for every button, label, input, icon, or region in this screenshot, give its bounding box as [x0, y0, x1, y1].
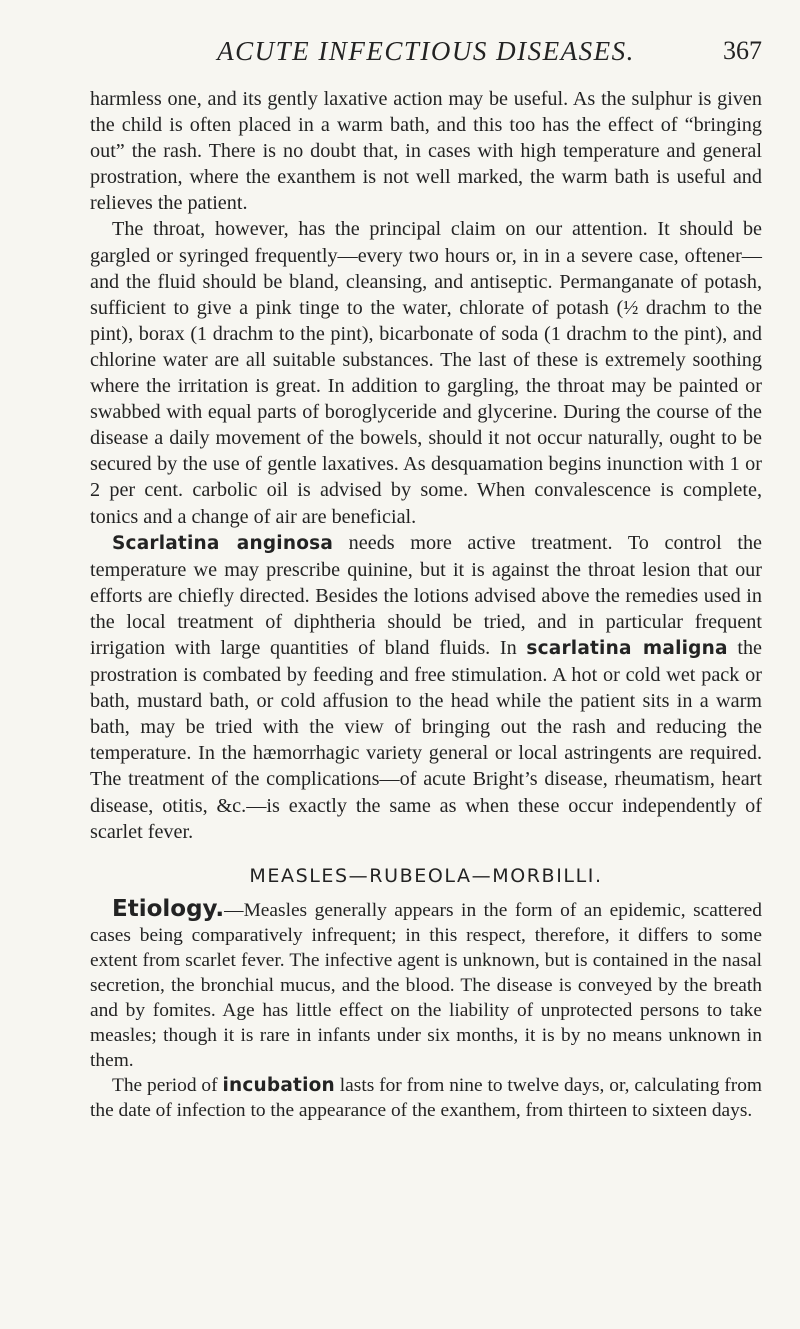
paragraph-text: the prostration is combated by feeding and free stimulation. A hot or cold wet pack or bath, mustard bath, or cold affusion to the head while the patient sits in a warm bath, may be tried with the view of bringing out the rash and reducing the temperature. In the hæmorrhagic variety general or local astringents are required. The treatment of the complications—of acute Bright’s disease, rheumatism, heart disease, otitis, &c.—is exactly the same as when these occur independently of scarlet fever.	[90, 636, 762, 843]
lead-etiology: Etiology.	[112, 895, 225, 922]
lead-incubation: incubation	[222, 1074, 335, 1096]
paragraph-incubation	[90, 1073, 762, 1123]
paragraph-text: needs more active treatment. To control the temperature we may prescribe quinine, but it is against the throat lesion that our efforts are chiefly directed. Besides the lotions advised above the remedies used in the local treatment of diphtheria should be tried, and in particular frequent irrigation with large quantities of bland fluids. In	[90, 531, 762, 659]
paragraph-throat: The throat, however, has the principal claim on our attention. It should be gargled or syringed frequently—every two hours or, in in a severe case, oftener—and the fluid should be bland, cleansing, and antiseptic. Permanganate of potash, sufficient to give a pink tinge to the water, chlorate of potash (½ drachm to the pint), borax (1 drachm to the pint), bicarbonate of soda (1 drachm to the pint), and chlorine water are all suitable substances. The last of these is extremely soothing where the irritation is great. In addition to gargling, the throat may be painted or swabbed with equal parts of boroglyceride and glycerine. During the course of the disease a daily movement of the bowels, should it not occur naturally, ought to be secured by the use of gentle laxatives. As desquamation begins inunction with 1 or 2 per cent. carbolic oil is advised by some. When convalescence is complete, tonics and a change of air are beneficial.	[90, 218, 762, 528]
paragraph-warm-bath: harmless one, and its gently laxative action may be useful. As the sulphur is given the child is often placed in a warm bath, and this too has the effect of “bringing out” the rash. There is no doubt that, in cases with high temperature and general prostration, where the exanthem is not well marked, the warm bath is useful and relieves the patient.	[90, 88, 762, 215]
paragraph-text: —Measles generally appears in the form of an epidemic, scattered cases being comparatively infrequent; in this respect, therefore, it differs to some extent from scarlet fever. The infective agent is unknown, but is contained in the nasal secretion, the bronchial mucus, and the blood. The disease is conveyed by the breath and by fomites. Age has little effect on the liability of unprotected persons to take measles; though it is rare in infants under six months, it is by no means unknown in them.	[90, 899, 762, 1071]
page-header	[90, 36, 762, 76]
page-number: 367	[723, 36, 762, 65]
section-heading: MEASLES—RUBEOLA—MORBILLI.	[249, 864, 603, 887]
lead-scarlatina-maligna: scarlatina maligna	[526, 637, 728, 659]
paragraph-text: The period of	[112, 1074, 223, 1096]
paragraph-etiology	[90, 897, 762, 1073]
measles-section	[90, 897, 762, 1123]
lead-scarlatina-anginosa: Scarlatina anginosa	[112, 532, 334, 554]
paragraph-text: lasts for from nine to twelve days, or, calculating from the date of infection to the appearance of the exanthem, from thirteen to sixteen days.	[90, 1074, 762, 1121]
paragraph-scarlatina-anginosa	[90, 530, 762, 845]
running-title: ACUTE INFECTIOUS DISEASES.	[217, 36, 635, 66]
body-text	[90, 86, 762, 1123]
